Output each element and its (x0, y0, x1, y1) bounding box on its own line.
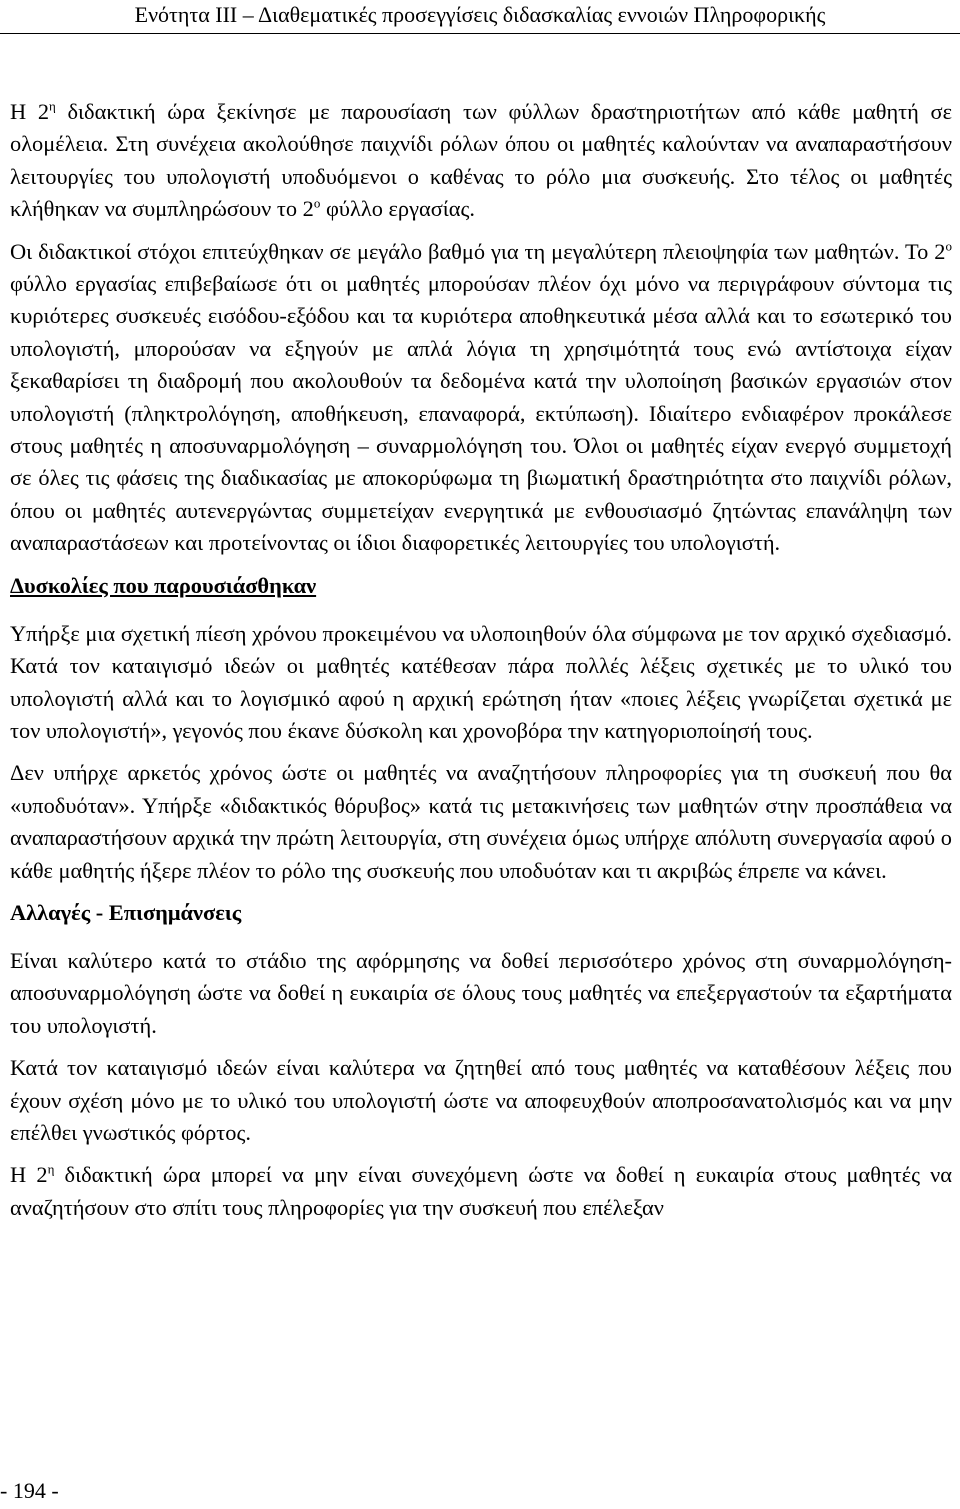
paragraph-text: φύλλο εργασίας. (320, 196, 475, 222)
paragraph-text: Οι διδακτικοί στόχοι επιτεύχθηκαν σε μεγάλο βαθμό για τη μεγαλύτερη πλειοψηφία των μαθητών. Το 2 (10, 238, 946, 264)
paragraph-changes-2: Κατά τον καταιγισμό ιδεών είναι καλύτερα να ζητηθεί από τους μαθητές να καταθέσουν λέξεις που έχουν σχέση μόνο με το υλικό του υπολογιστή ώστε να αποφευχθούν αποπροσανατολισμός και να μην επέλθει γνωστικός φόρτος. (10, 1055, 952, 1145)
paragraph-changes-1: Είναι καλύτερο κατά το στάδιο της αφόρμησης να δοθεί περισσότερο χρόνος στη συναρμολόγηση- αποσυναρμολόγηση ώστε να δοθεί η ευκαιρία σε όλους τους μαθητές να επεξεργαστούν τα εξαρτήματα του υπολογιστή. (10, 947, 952, 1038)
superscript: ο (313, 195, 321, 211)
page-number: - 194 - (0, 1478, 59, 1503)
superscript: ο (945, 238, 952, 254)
page-header (0, 0, 960, 34)
paragraph-second-lesson (10, 96, 952, 226)
heading-difficulties: Δυσκολίες που παρουσιάσθηκαν (10, 572, 317, 598)
superscript: η (47, 1161, 55, 1177)
paragraph-difficulties-1: Υπήρξε μια σχετική πίεση χρόνου προκειμένου να υλοποιηθούν όλα σύμφωνα με τον αρχικό σχεδιασμό. Κατά τον καταιγισμό ιδεών οι μαθητές κατέθεσαν πάρα πολλές λέξεις σχετικές με το υλικό του υπολογιστή αλλά και το λογισμικό αφού η αρχική ερώτηση ήταν «ποιες λέξεις γνωρίζεται σχετικά με τον υπολογιστή», γεγονός που έκανε δύσκολη και χρονοβόρα την κατηγοριοποίησή τους. (10, 620, 952, 743)
paragraph-changes-3 (10, 1159, 952, 1224)
paragraph-text: Η 2 (10, 99, 50, 124)
paragraph-objectives (10, 236, 952, 560)
superscript: η (49, 98, 56, 114)
heading-changes: Αλλαγές - Επισημάνσεις (10, 899, 242, 925)
paragraph-text: Η 2 (10, 1162, 48, 1188)
paragraph-text: φύλλο εργασίας επιβεβαίωσε ότι οι μαθητές μπορούσαν πλέον όχι μόνο να περιγράφουν σύντομα τις κυριότερες συσκευές εισόδου-εξόδου και τα κυριότερα αποθηκευτικά μέσα αλλά και το εσωτερικό του υπολογιστή, μπορούσαν να εξηγούν με απλά λόγια τη χρησιμότητά τους ενώ αντίστοιχα είχαν ξεκαθαρίσει τη διαδρομή που ακολουθούν τα δεδομένα κατά την υλοποίηση βασικών εργασιών στον υπολογιστή (πληκτρολόγηση, αποθήκευση, επαναφορά, εκτύπωση). Ιδιαίτερο ενδιαφέρον προκάλεσε στους μαθητές η αποσυναρμολόγηση – συναρμολόγηση του. Όλοι οι μαθητές είχαν ενεργό συμμετοχή σε όλες τις φάσεις της διαδικασίας με αποκορύφωμα τη βιωματική δραστηριότητα στο παιχνίδι ρόλων, όπου οι μαθητές αυτενεργώντας συμμετείχαν ενεργητικά με ενθουσιασμό ζητώντας επανάληψη των αναπαραστάσεων και προτείνοντας οι ίδιοι διαφορετικές λειτουργίες του υπολογιστή. (10, 271, 952, 556)
paragraph-text: διδακτική ώρα μπορεί να μην είναι συνεχόμενη ώστε να δοθεί η ευκαιρία στους μαθητές να αναζητήσουν στο σπίτι τους πληροφορίες για την συσκευή που επέλεξαν (10, 1162, 953, 1220)
paragraph-text: διδακτική ώρα ξεκίνησε με παρουσίαση των φύλλων δραστηριοτήτων από κάθε μαθητή σε ολομέλεια. Στη συνέχεια ακολούθησε παιχνίδι ρόλων όπου οι μαθητές καλούνταν να αναπαραστήσουν λειτουργίες του υπολογιστή υποδυόμενοι ο καθένας το ρόλο μια συσκευής. Στο τέλος οι μαθητές κλήθηκαν να συμπληρώσουν το 2 (10, 99, 952, 222)
paragraph-difficulties-2: Δεν υπήρχε αρκετός χρόνος ώστε οι μαθητές να αναζητήσουν πληροφορίες για τη συσκευή που θα «υποδυόταν». Υπήρξε «διδακτικός θόρυβος» κατά τις μετακινήσεις των μαθητών στην προσπάθεια να αναπαραστήσουν αρχικά την πρώτη λειτουργία, στη συνέχεια όμως υπήρχε απόλυτη συνεργασία αφού ο κάθε μαθητής ήξερε πλέον το ρόλο της συσκευής που υποδυόταν και τι ακριβώς έπρεπε να κάνει. (10, 760, 952, 883)
header-title: Ενότητα ΙΙΙ – Διαθεματικές προσεγγίσεις διδασκαλίας εννοιών Πληροφορικής (134, 2, 826, 27)
document-body (10, 96, 952, 1224)
